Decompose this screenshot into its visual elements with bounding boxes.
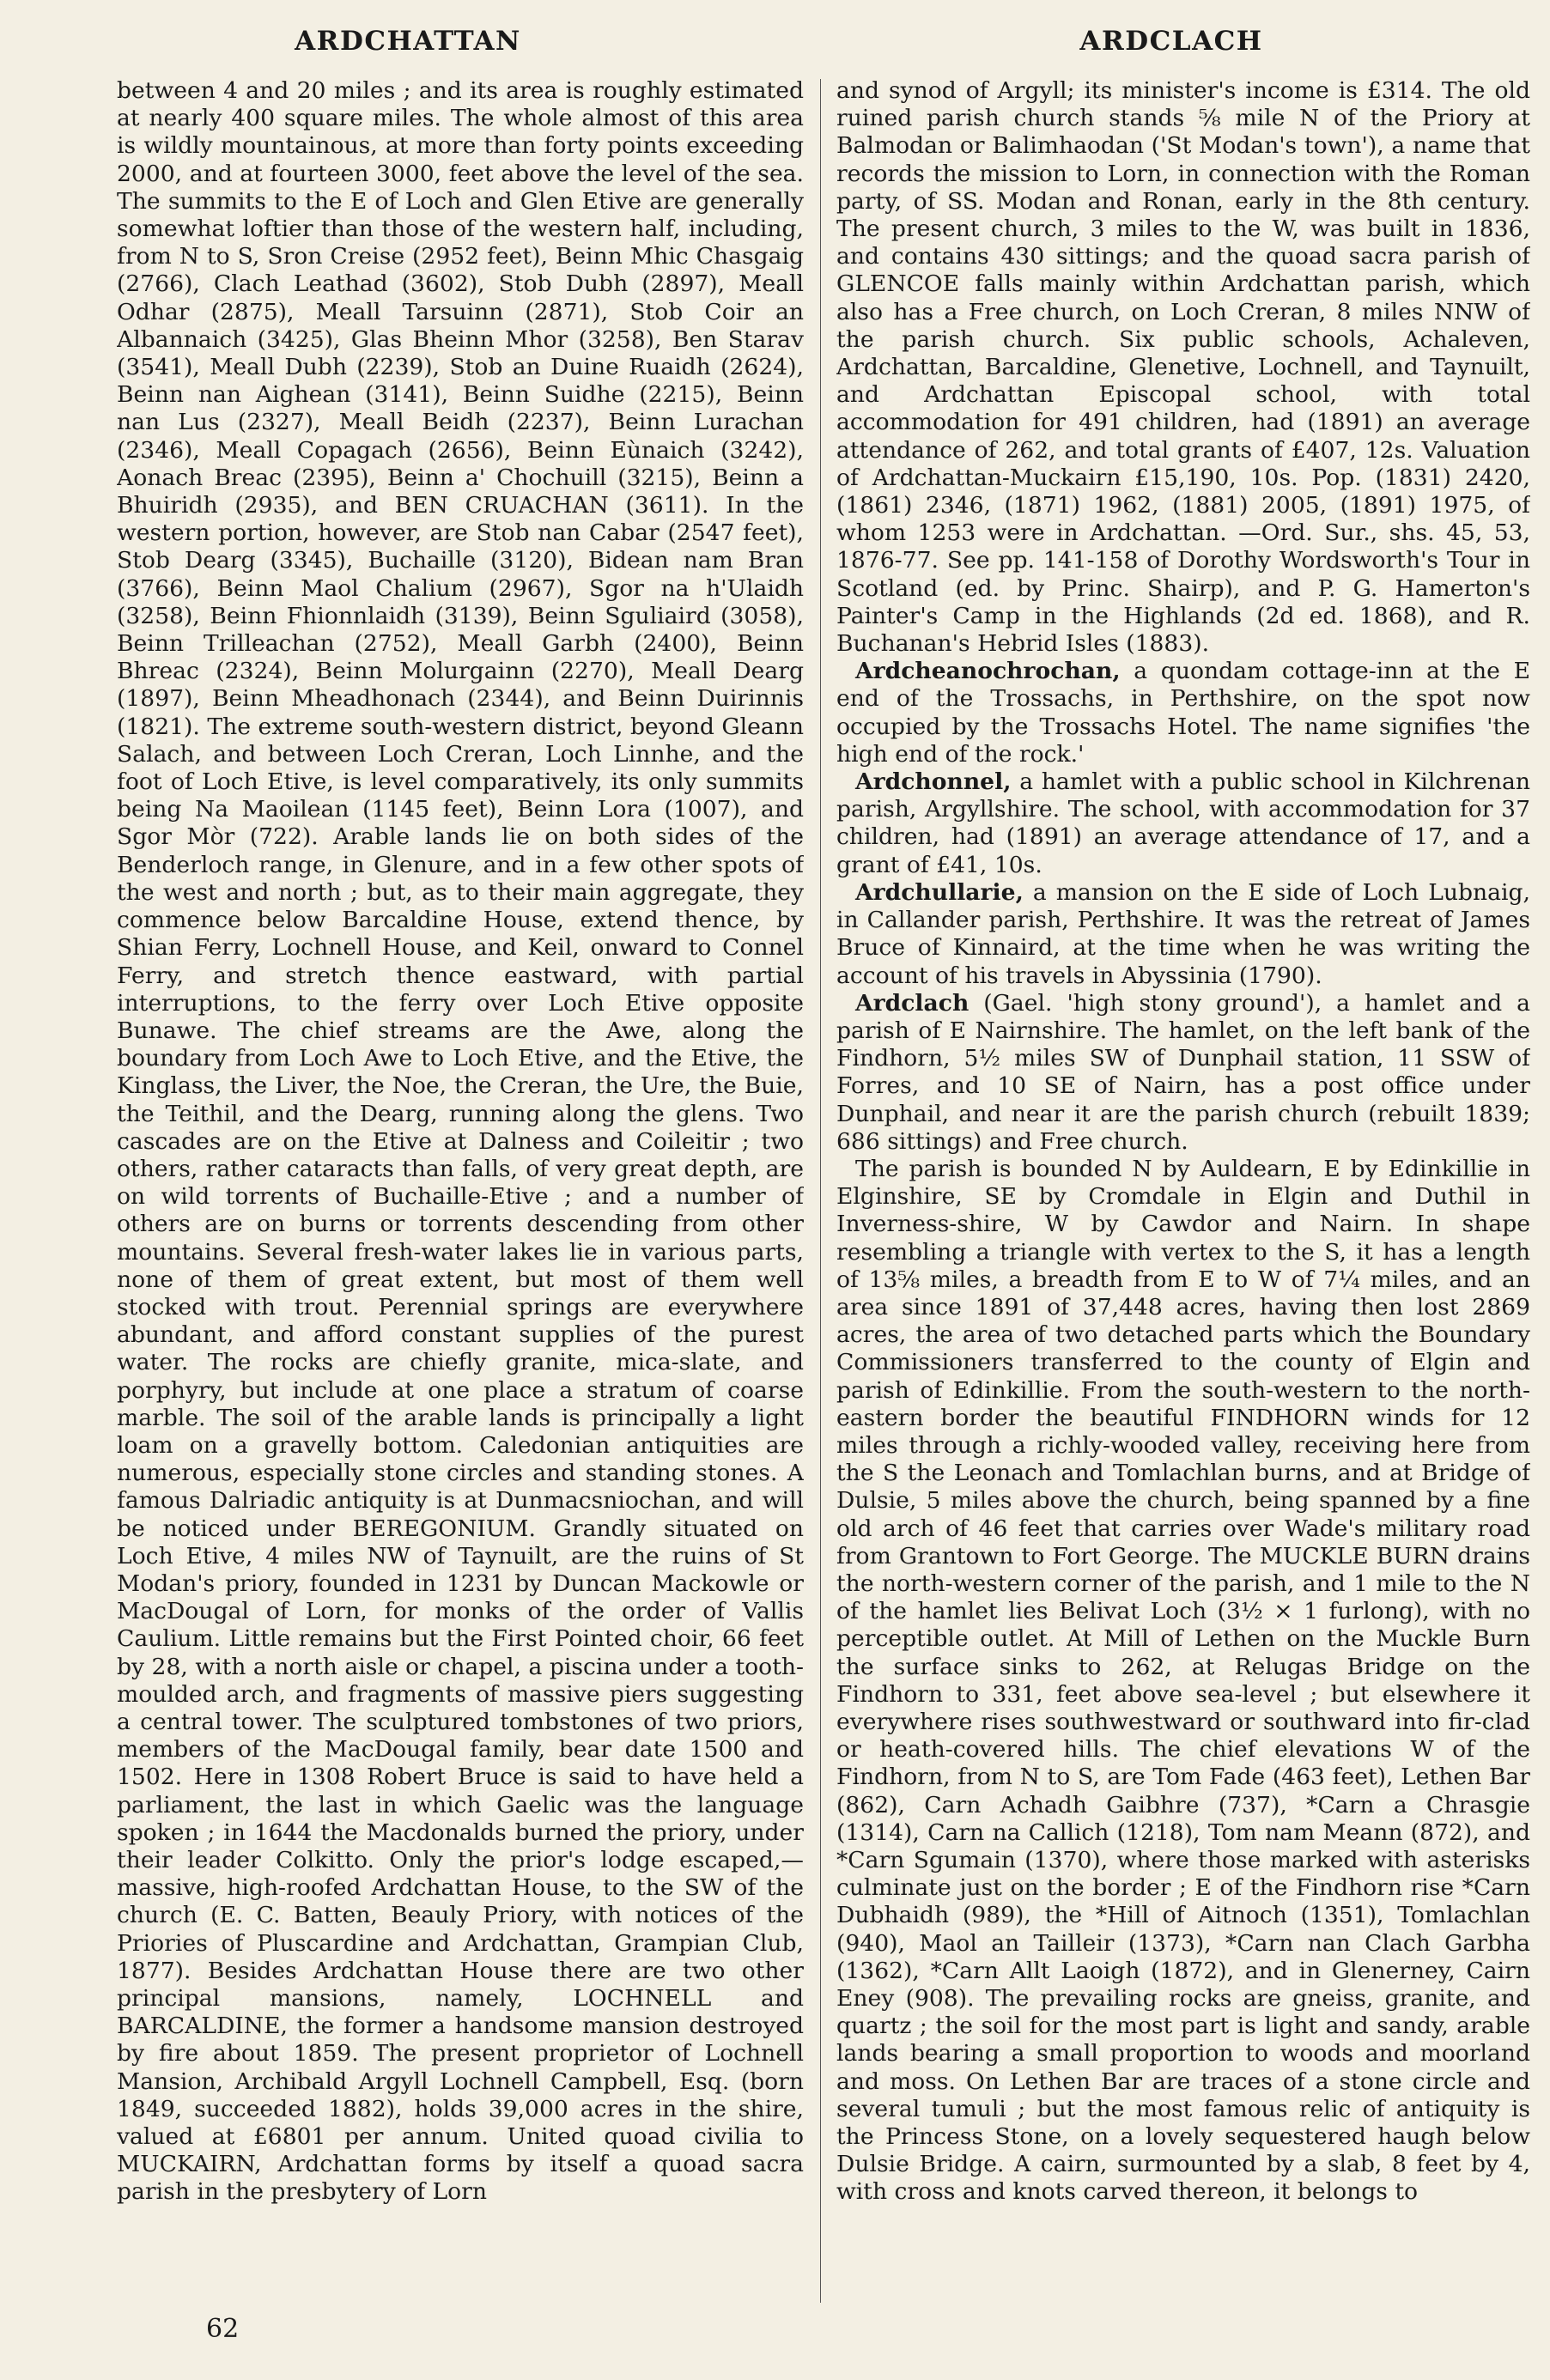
entry-ardchullarie: [836, 879, 1530, 990]
ardclach-parish-description: The parish is bounded N by Auldearn, E by Edinkillie in Elginshire, SE by Cromdale in Elgin and Duthil in Inverness-shire, W by Cawdor and Nairn. In shape resembling a triangle with vertex to the S, it has a length of 13⅝ miles, a breadth from E to W of 7¼ miles, and an area since 1891 of 37,448 acres, having then lost 2869 acres, the area of two detached parts which the Boundary Commissioners transferred to the county of Elgin and parish of Edinkillie. From the south-western to the north-eastern border the beautiful FINDHORN winds for 12 miles through a richly-wooded valley, receiving here from the S the Leonach and Tomlachlan burns, and at Bridge of Dulsie, 5 miles above the church, being spanned by a fine old arch of 46 feet that carries over Wade's military road from Grantown to Fort George. The MUCKLE BURN drains the north-western corner of the parish, and 1 mile to the N of the hamlet lies Belivat Loch (3½ × 1 furlong), with no perceptible outlet. At Mill of Lethen on the Muckle Burn the surface sinks to 262, at Relugas Bridge on the Findhorn to 331, feet above sea-level ; but elsewhere it everywhere rises southwestward or southward into fir-clad or heath-covered hills. The chief elevations W of the Findhorn, from N to S, are Tom Fade (463 feet), Lethen Bar (862), Carn Achadh Gaibhre (737), *Carn a Chrasgie (1314), Carn na Callich (1218), Tom nam Meann (872), and *Carn Sgumain (1370), where those marked with asterisks culminate just on the border ; E of the Findhorn rise *Carn Dubhaidh (989), the *Hill of Aitnoch (1351), Tomlachlan (940), Maol an Tailleir (1373), *Carn nan Clach Garbha (1362), *Carn Allt Laoigh (1872), and in Glenerney, Cairn Eney (908). The prevailing rocks are gneiss, granite, and quartz ; the soil for the most part is light and sandy, arable lands bearing a small proportion to woods and moorland and moss. On Lethen Bar are traces of a stone circle and several tumuli ; but the most famous relic of antiquity is the Princess Stone, on a lovely sequestered haugh below Dulsie Bridge. A cairn, surmounted by a slab, 8 feet by 4, with cross and knots carved thereon, it belongs to: [836, 1155, 1530, 2206]
entry-ardclach: [836, 990, 1530, 1156]
headword: Ardchullarie,: [855, 878, 1024, 906]
column-divider: [820, 79, 821, 2303]
headword: Ardclach: [855, 989, 970, 1017]
entry-text: a quondam cottage-inn at the E end of the Trossachs, in Perthshire, on the spot now occupied by the Trossachs Hotel. The name signifies 'the high end of the rock.': [836, 658, 1530, 768]
entry-ardchonnel: [836, 768, 1530, 879]
page-number: 62: [206, 2314, 240, 2344]
ardchattan-continuation: between 4 and 20 miles ; and its area is roughly estimated at nearly 400 square miles. The whole almost of this area is wildly mountainous, at more than forty points exceeding 2000, and at fourteen 3000, feet above the level of the sea. The summits to the E of Loch and Glen Etive are generally somewhat loftier than those of the western half, including, from N to S, Sron Creise (2952 feet), Beinn Mhic Chasgaig (2766), Clach Leathad (3602), Stob Dubh (2897), Meall Odhar (2875), Meall Tarsuinn (2871), Stob Coir an Albannaich (3425), Glas Bheinn Mhor (3258), Ben Starav (3541), Meall Dubh (2239), Stob an Duine Ruaidh (2624), Beinn nan Aighean (3141), Beinn Suidhe (2215), Beinn nan Lus (2327), Meall Beidh (2237), Beinn Lurachan (2346), Meall Copagach (2656), Beinn Eùnaich (3242), Aonach Breac (2395), Beinn a' Chochuill (3215), Beinn a Bhuiridh (2935), and BEN CRUACHAN (3611). In the western portion, however, are Stob nan Cabar (2547 feet), Stob Dearg (3345), Buchaille (3120), Bidean nam Bran (3766), Beinn Maol Chalium (2967), Sgor na h'Ulaidh (3258), Beinn Fhionnlaidh (3139), Beinn Sguliaird (3058), Beinn Trilleachan (2752), Meall Garbh (2400), Beinn Bhreac (2324), Beinn Molurgainn (2270), Meall Dearg (1897), Beinn Mheadhonach (2344), and Beinn Duirinnis (1821). The extreme south-western district, beyond Gleann Salach, and between Loch Creran, Loch Linnhe, and the foot of Loch Etive, is level comparatively, its only summits being Na Maoilean (1145 feet), Beinn Lora (1007), and Sgor Mòr (722). Arable lands lie on both sides of the Benderloch range, in Glenure, and in a few other spots of the west and north ; but, as to their main aggregate, they commence below Barcaldine House, extend thence, by Shian Ferry, Lochnell House, and Keil, onward to Connel Ferry, and stretch thence eastward, with partial interruptions, to the ferry over Loch Etive opposite Bunawe. The chief streams are the Awe, along the boundary from Loch Awe to Loch Etive, and the Etive, the Kinglass, the Liver, the Noe, the Creran, the Ure, the Buie, the Teithil, and the Dearg, running along the glens. Two cascades are on the Etive at Dalness and Coileitir ; two others, rather cataracts than falls, of very great depth, are on wild torrents of Buchaille-Etive ; and a number of others are on burns or torrents descending from other mountains. Several fresh-water lakes lie in various parts, none of them of great extent, but most of them well stocked with trout. Perennial springs are everywhere abundant, and afford constant supplies of the purest water. The rocks are chiefly granite, mica-slate, and porphyry, but include at one place a stratum of coarse marble. The soil of the arable lands is principally a light loam on a gravelly bottom. Caledonian antiquities are numerous, especially stone circles and standing stones. A famous Dalriadic antiquity is at Dunmacsniochan, and will be noticed under BEREGONIUM. Grandly situated on Loch Etive, 4 miles NW of Taynuilt, are the ruins of St Modan's priory, founded in 1231 by Duncan Mackowle or MacDougal of Lorn, for monks of the order of Vallis Caulium. Little remains but the First Pointed choir, 66 feet by 28, with a north aisle or chapel, a piscina under a tooth-moulded arch, and fragments of massive piers suggesting a central tower. The sculptured tombstones of two priors, members of the MacDougal family, bear date 1500 and 1502. Here in 1308 Robert Bruce is said to have held a parliament, the last in which Gaelic was the language spoken ; in 1644 the Macdonalds burned the priory, under their leader Colkitto. Only the prior's lodge escaped,—massive, high-roofed Ardchattan House, to the SW of the church (E. C. Batten, Beauly Priory, with notices of the Priories of Pluscardine and Ardchattan, Grampian Club, 1877). Besides Ardchattan House there are two other principal mansions, namely, LOCHNELL and BARCALDINE, the former a handsome mansion destroyed by fire about 1859. The present proprietor of Lochnell Mansion, Archibald Argyll Lochnell Campbell, Esq. (born 1849, succeeded 1882), holds 39,000 acres in the shire, valued at £6801 per annum. United quoad civilia to MUCKAIRN, Ardchattan forms by itself a quoad sacra parish in the presbytery of Lorn: [117, 77, 804, 2206]
headword: Ardchonnel,: [855, 768, 1012, 796]
entry-text: a mansion on the E side of Loch Lubnaig, in Callander parish, Perthshire. It was the retreat of James Bruce of Kinnaird, at the time when he was writing the account of his travels in Abyssinia (1790).: [836, 878, 1530, 989]
left-column: [117, 77, 804, 2301]
entry-ardcheanochrochan: [836, 658, 1530, 768]
entry-text: a hamlet with a public school in Kilchrenan parish, Argyllshire. The school, with accommodation for 37 children, had (1891) an average attendance of 17, and a grant of £41, 10s.: [836, 768, 1530, 878]
running-head-left: ARDCHATTAN: [295, 26, 521, 57]
entry-text: (Gael. 'high stony ground'), a hamlet and a parish of E Nairnshire. The hamlet, on the left bank of the Findhorn, 5½ miles SW of Dunphail station, 11 SSW of Forres, and 10 SE of Nairn, has a post office under Dunphail, and near it are the parish church (rebuilt 1839; 686 sittings) and Free church.: [836, 989, 1530, 1155]
right-column: [836, 77, 1530, 2301]
headword: Ardcheanochrochan,: [855, 658, 1121, 685]
ardchattan-conclusion: and synod of Argyll; its minister's income is £314. The old ruined parish church stands ⅝ mile N of the Priory at Balmodan or Balimhaodan ('St Modan's town'), a name that records the mission to Lorn, in connection with the Roman party, of SS. Modan and Ronan, early in the 8th century. The present church, 3 miles to the W, was built in 1836, and contains 430 sittings; and the quoad sacra parish of GLENCOE falls mainly within Ardchattan parish, which also has a Free church, on Loch Creran, 8 miles NNW of the parish church. Six public schools, Achaleven, Ardchattan, Barcaldine, Glenetive, Lochnell, and Taynuilt, and Ardchattan Episcopal school, with total accommodation for 491 children, had (1891) an average attendance of 262, and total grants of £407, 12s. Valuation of Ardchattan-Muckairn £15,190, 10s. Pop. (1831) 2420, (1861) 2346, (1871) 1962, (1881) 2005, (1891) 1975, of whom 1253 were in Ardchattan. —Ord. Sur., shs. 45, 53, 1876-77. See pp. 141-158 of Dorothy Wordsworth's Tour in Scotland (ed. by Princ. Shairp), and P. G. Hamerton's Painter's Camp in the Highlands (2d ed. 1868), and R. Buchanan's Hebrid Isles (1883).: [836, 77, 1530, 658]
running-head-right: ARDCLACH: [1079, 26, 1263, 57]
